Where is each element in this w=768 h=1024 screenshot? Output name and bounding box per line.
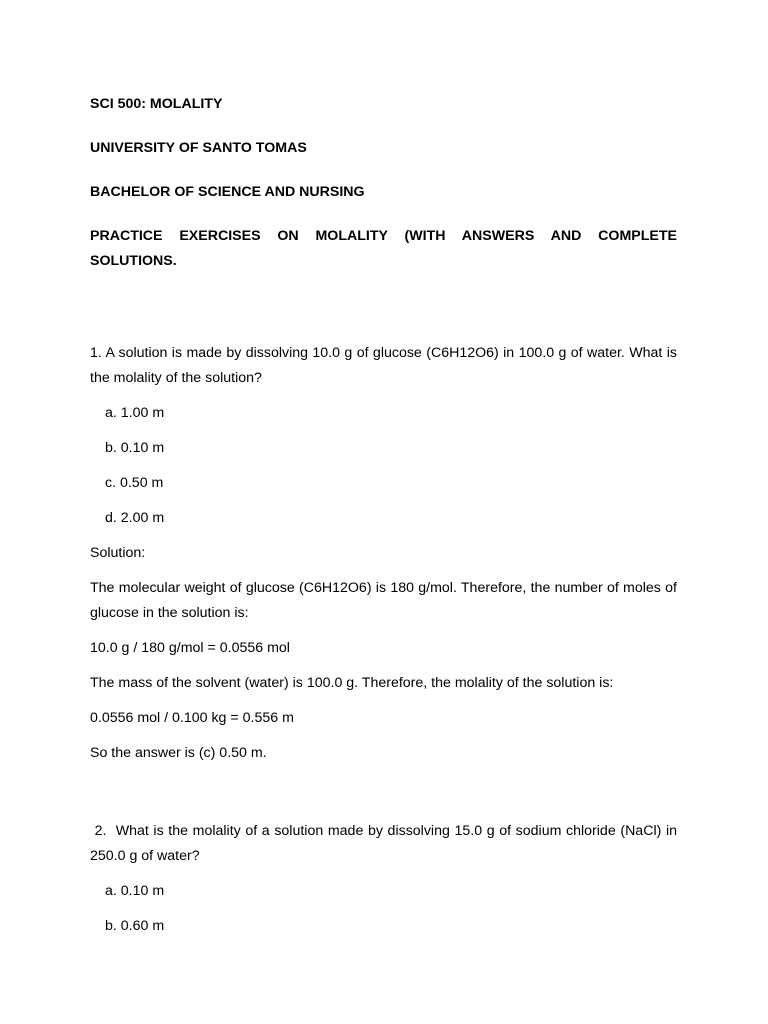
option-c: c. 0.50 m (105, 475, 164, 491)
option-d: d. 2.00 m (105, 510, 165, 526)
solution-label: Solution: (90, 545, 146, 561)
solution-answer: So the answer is (c) 0.50 m. (90, 745, 267, 761)
course-heading: SCI 500: MOLALITY (90, 96, 223, 112)
solution-step-2: 10.0 g / 180 g/mol = 0.0556 mol (90, 640, 290, 656)
question-text: 1. A solution is made by dissolving 10.0 g of glucose (C6H12O6) in 100.0 g of water. What is the molality of the solution? (90, 345, 677, 386)
option-b: b. 0.60 m (105, 918, 165, 934)
university-heading: UNIVERSITY OF SANTO TOMAS (90, 140, 307, 156)
question-1 (90, 341, 677, 766)
option-b: b. 0.10 m (105, 440, 165, 456)
document-body (90, 92, 681, 949)
solution-step-4: 0.0556 mol / 0.100 kg = 0.556 m (90, 710, 294, 726)
spacer (90, 274, 677, 341)
question-text: 2. What is the molality of a solution made by dissolving 15.0 g of sodium chloride (NaCl) in 250.0 g of water? (90, 823, 681, 864)
spacer (90, 776, 677, 819)
option-a: a. 0.10 m (105, 883, 165, 899)
option-a: a. 1.00 m (105, 405, 165, 421)
solution-step-3: The mass of the solvent (water) is 100.0 g. Therefore, the molality of the solution is: (90, 675, 614, 691)
question-2 (90, 819, 681, 939)
solution-step-1: The molecular weight of glucose (C6H12O6) is 180 g/mol. Therefore, the number of moles of glucose in the solution is: (90, 580, 677, 621)
program-heading: BACHELOR OF SCIENCE AND NURSING (90, 184, 365, 200)
document-title: PRACTICE EXERCISES ON MOLALITY (WITH ANSWERS AND COMPLETE SOLUTIONS. (90, 228, 677, 269)
